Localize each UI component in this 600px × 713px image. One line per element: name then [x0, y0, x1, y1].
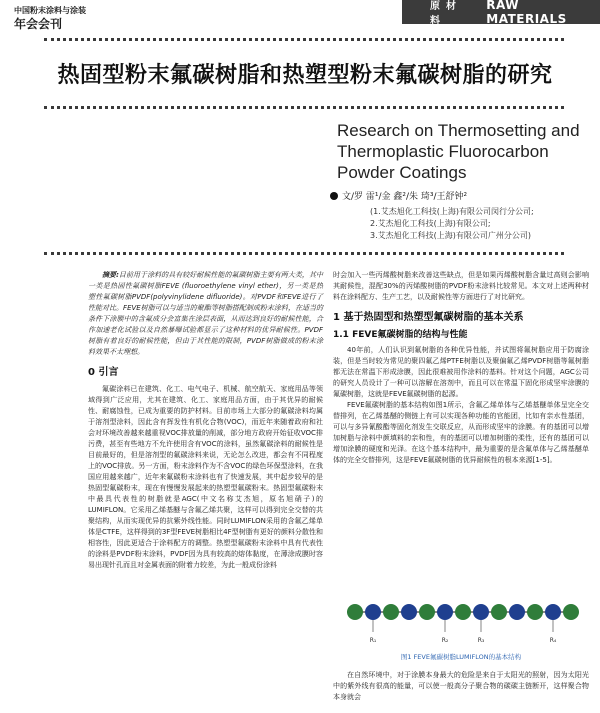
side-group-label: R₄ [549, 637, 557, 644]
side-chains [373, 620, 553, 632]
fluoro-atom [527, 604, 543, 620]
body-paragraph: 时会加入一些丙烯酸树脂来改善这些缺点，但是如果丙烯酸树脂含量过高则会影响其耐候性，混配30%的丙烯酸树脂的PVDF粉末涂料比较常见。本文对上述两种材料在涂料配方、生产工艺，以及耐候性等方面进行了对比研究。 [333, 271, 589, 301]
journal-name: 中国粉末涂料与涂装 [14, 6, 86, 15]
body-paragraph: FEVE氟碳树脂的基本结构如图1所示，含氟乙烯单体与乙烯基醚单体呈完全交替排列，在乙烯基醚的侧链上有可以实现各种功能的官能团，比如有亲水性基团，可以与多异氰酸酯等固化剂发生交联反应，从而形成坚牢的涂膜。有的基团可以增加树脂与涂料中颜填料的亲和性，有的基团可以增加树脂的柔性，还有的基团可以增加涂膜的硬度和光泽。在这个基本结构中，最为重要的是含氟单体与乙烯基醚单体的完全交替排列，这是FEVE氟碳树脂的优异耐候性的根本来源[1-5]。 [333, 401, 589, 464]
affiliation-line: (1.艾杰旭化工科技(上海)有限公司闵行分公司; [370, 207, 534, 216]
affiliations [370, 206, 600, 242]
intro-paragraph: 氟碳涂料已在建筑、化工、电气电子、机械、航空航天、家庭用品等领域得到广泛应用，尤其在建筑、化工、家庭用品方面，由于其优异的耐候性、耐腐蚀性，已成为重要的防护材料。目前市场上大部分的氟碳涂料均属于溶剂型涂料，因此含有挥发性有机化合物(VOC)，而近年来随着政府和社会对环境改善越来越重视VOC排放量的削减，部分地方政府开始征收VOC排污费，甚至有些地方不允许使用含有VOC的涂料，虽然氟碳涂料的耐候性是目前最好的，但是溶剂型的氟碳涂料来说，无论怎么改进，都会有不同程度上的VOC排放。另一方面，粉末涂料作为不含VOC的绿色环保型涂料，在我国应用越来越广，近年来氟碳粉末涂料也有了快速发展，其中起步较早的是热固型氟碳粉末，现在有慢慢发展起来的热塑型氟碳粉末。热固型氟碳粉末中最具代表性的树脂就是AGC(中文名称艾杰旭，原名旭硝子)的LUMIFLON。它采用乙烯基醚与含氟乙烯共聚，这样可以得到完全交替的共聚结构，从而实现优异的抗紫外线性能。同时LUMIFLON采用的含氟乙烯单体是CTFE，这样得到的3F型FEVE树脂相比4F型树脂有更好的颜料分散性和相容性，因此更适合于涂料配方的调整。热塑型氟碳粉末涂料中具有代表性的涂料是PVDF粉末涂料，PVDF因为具有较高的熔体黏度，在薄涂成膜时容易出现针孔而且对金属表面的附着力较差，为此一般成份涂料 [88, 385, 323, 569]
journal-header [14, 6, 98, 32]
section-banner-en: RAW MATERIALS [486, 0, 567, 26]
abstract-label: 摘要: [102, 271, 119, 279]
article-title-cn: 热固型粉末氟碳树脂和热塑型粉末氟碳树脂的研究 [57, 63, 553, 88]
figure-caption: 图1 FEVE氟碳树脂LUMIFLON的基本结构 [400, 653, 522, 661]
bullet-icon [330, 192, 338, 200]
molecule-structure-figure [333, 590, 589, 650]
journal-issue: 年会会刊 [14, 17, 63, 31]
authors-text: 文/罗 雷¹/金 鑫²/朱 琦³/王舒钟² [342, 192, 468, 202]
section-heading-1-1: 1.1 FEVE氟碳树脂的结构与性能 [333, 330, 468, 340]
vinyl-ether-unit [401, 604, 417, 620]
title-en-line: Thermoplastic Fluorocarbon [337, 142, 549, 161]
abstract-text: 目前用于涂料的具有较好耐候性能的氟碳树脂主要有两大类，其中一类是热固性氟碳树脂FEVE (fluoroethylene vinyl ether)，另一类是热塑性氟碳树脂PVDF(polyvinylidene difluoride)。对PVDF和FEVE进行了性能对比。FEVE树脂可以与适当的聚酯等树脂搭配制成粉末涂料，在适当的条件下涂膜中的含氟成分会富集在涂层表面，从而达到良好的耐候性能，合作加速老化试验以及自然暴曝试验都显示了这种材料的优异耐候性。PVDF树脂有着良好的耐候性能，但由于其性能的限制，PVDF树脂做成的粉末涂料效果不太理想。 [88, 271, 324, 356]
side-group-label: R₁ [369, 637, 377, 644]
dotted-divider-body [44, 252, 564, 255]
author-line [330, 189, 590, 202]
vinyl-ether-unit [545, 604, 561, 620]
vinyl-ether-unit [365, 604, 381, 620]
body-paragraph: 在自然环境中，对于涂膜本身最大的危险是来自于太阳光的照射，因为太阳光中的紫外线有很高的能量，可以使一般高分子聚合物的碳碳主链断开，这样聚合物本身就会 [333, 671, 589, 701]
body-paragraph: 40年前，人们认识到氟树脂的各种优异性能，并试图将氟树脂应用于防腐涂装，但是当时较为常见的聚四氟乙烯PTFE树脂以及聚偏氟乙烯PVDF树脂等氟树脂都无法在常温下形成涂膜，因此很难被用作涂料的基料。针对这个问题，AGC公司的研究人员设计了一种可以溶解在溶剂中，而且可以在常温下固化形成坚牢涂膜的氟碳树脂，这就是FEVE氟碳树脂的起源。 [333, 346, 589, 398]
dotted-divider-top [44, 38, 564, 41]
right-column [333, 270, 589, 466]
affiliation-line: 2.艾杰旭化工科技(上海)有限公司; [370, 219, 491, 228]
section-heading-intro: 0 引言 [88, 367, 119, 378]
vinyl-ether-unit [473, 604, 489, 620]
fluoro-atom [491, 604, 507, 620]
affiliation-line: 3.艾杰旭化工科技(上海)有限公司广州分公司) [370, 231, 531, 240]
abstract [88, 270, 323, 358]
fluoro-atom [455, 604, 471, 620]
title-en-line: Powder Coatings [337, 163, 467, 182]
dotted-divider-title [44, 106, 564, 109]
article-title-en [337, 120, 587, 183]
side-group-label: R₂ [441, 637, 449, 644]
right-column-tail [333, 670, 589, 703]
vinyl-ether-unit [437, 604, 453, 620]
fluoro-atom [347, 604, 363, 620]
vinyl-ether-unit [509, 604, 525, 620]
fluoro-atom [419, 604, 435, 620]
section-banner-cn: 原材料 [430, 1, 462, 27]
left-column [88, 270, 323, 571]
title-en-line: Research on Thermosetting and [337, 121, 580, 140]
section-banner [402, 0, 600, 27]
section-heading-1: 1 基于热固型和热塑型氟碳树脂的基本关系 [333, 312, 524, 323]
fluoro-atom [383, 604, 399, 620]
fluoro-atom [563, 604, 579, 620]
side-group-label: R₃ [477, 637, 485, 644]
